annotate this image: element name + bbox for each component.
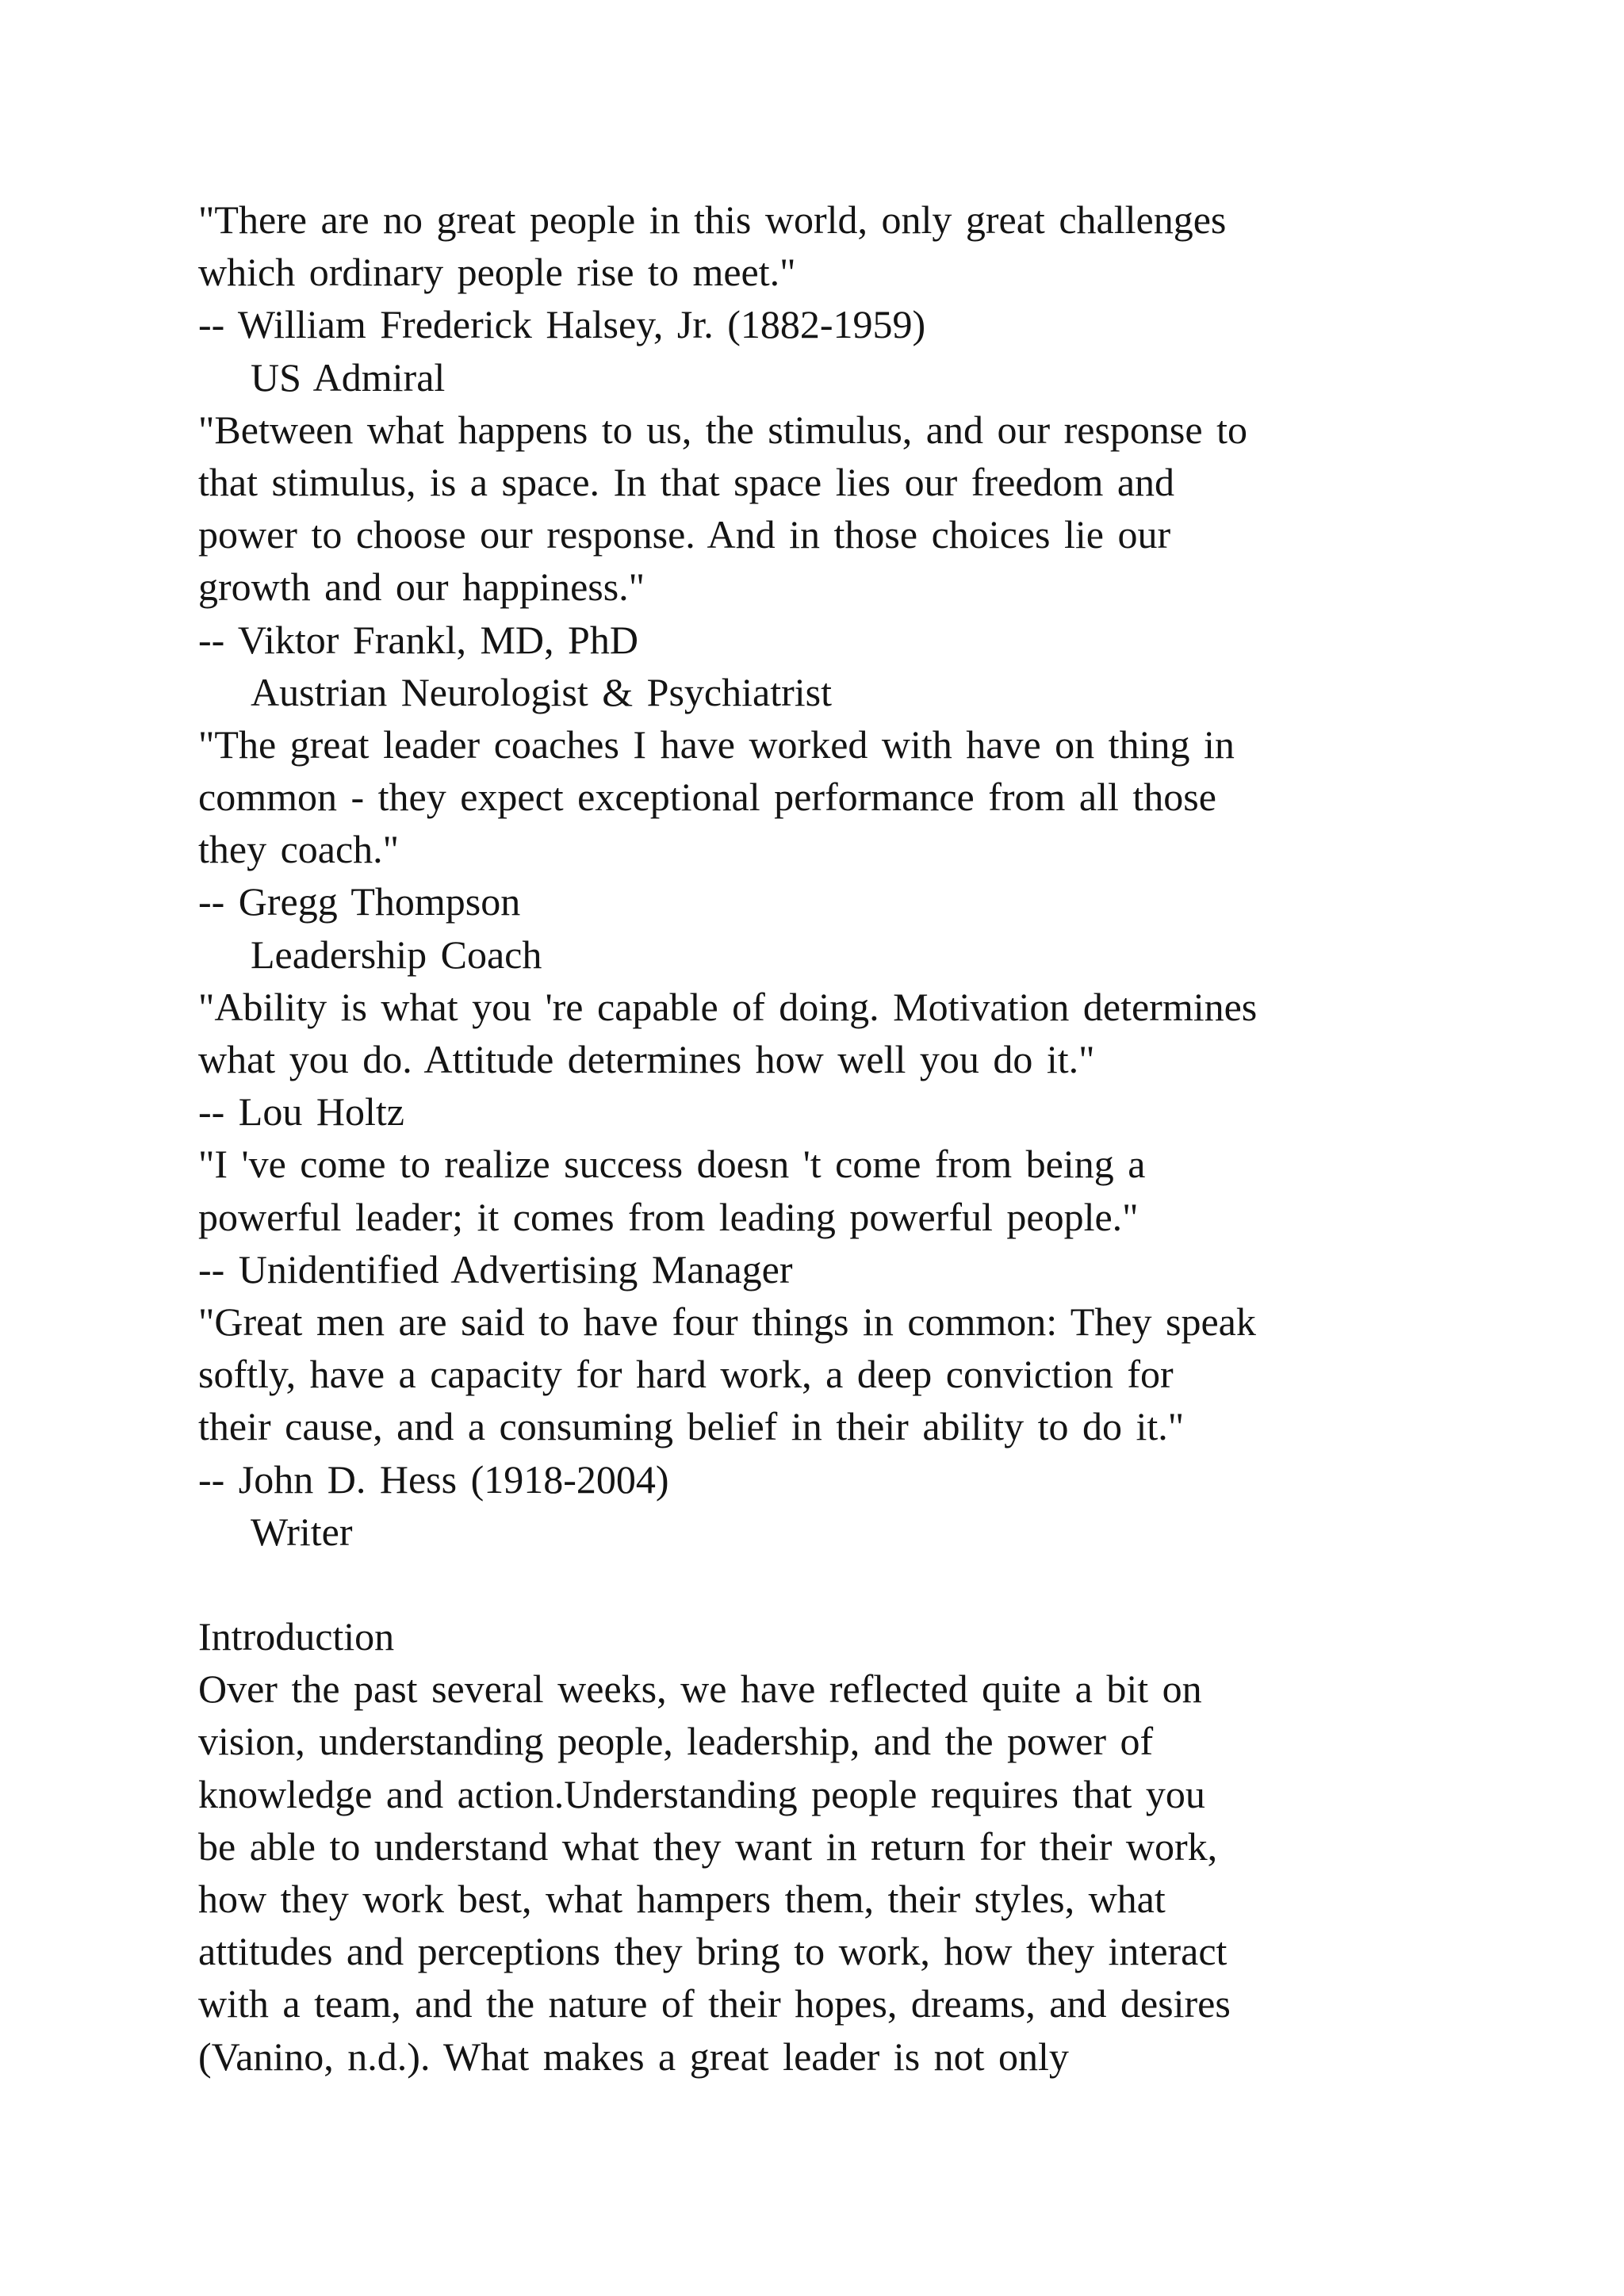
quote-line: "The great leader coaches I have worked with have on thing in — [198, 721, 1235, 767]
quote-attribution: -- William Frederick Halsey, Jr. (1882-1959) — [198, 302, 926, 347]
body-line: with a team, and the nature of their hopes, dreams, and desires — [198, 1981, 1231, 2026]
quote-line: growth and our happiness." — [198, 564, 645, 610]
quote-block — [198, 981, 1499, 1138]
quote-line: "There are no great people in this world, only great challenges — [198, 197, 1227, 242]
body-line: attitudes and perceptions they bring to work, how they interact — [198, 1929, 1228, 1974]
quote-line: which ordinary people rise to meet." — [198, 250, 796, 295]
quote-line: that stimulus, is a space. In that space lies our freedom and — [198, 459, 1175, 504]
quote-line: powerful leader; it comes from leading powerful people." — [198, 1194, 1139, 1239]
quote-line: "Ability is what you 're capable of doing. Motivation determines — [198, 984, 1258, 1029]
quote-line: common - they expect exceptional performance from all those — [198, 775, 1216, 820]
quote-line: what you do. Attitude determines how well you do it." — [198, 1037, 1095, 1081]
quote-line: they coach." — [198, 827, 400, 872]
body-line: vision, understanding people, leadership, and the power of — [198, 1719, 1154, 1764]
body-line: knowledge and action.Understanding people requires that you — [198, 1771, 1205, 1816]
quote-line: softly, have a capacity for hard work, a deep conviction for — [198, 1352, 1174, 1397]
introduction-section — [198, 1610, 1499, 2083]
quote-line: their cause, and a consuming belief in their ability to do it." — [198, 1404, 1185, 1449]
quote-attribution: -- Lou Holtz — [198, 1089, 404, 1135]
body-line: Over the past several weeks, we have reflected quite a bit on — [198, 1667, 1202, 1712]
document-page — [198, 193, 1499, 2083]
quote-line: power to choose our response. And in those choices lie our — [198, 512, 1171, 557]
quote-author-role: Austrian Neurologist & Psychiatrist — [251, 669, 832, 714]
quote-block — [198, 193, 1499, 404]
quote-author-role: US Admiral — [251, 354, 446, 400]
quote-line: "I 've come to realize success doesn 't come from being a — [198, 1142, 1146, 1187]
quote-author-role: Writer — [251, 1509, 353, 1554]
quote-line: "Great men are said to have four things in common: They speak — [198, 1299, 1256, 1344]
body-line: be able to understand what they want in return for their work, — [198, 1823, 1218, 1869]
quote-attribution: -- Gregg Thompson — [198, 879, 521, 924]
quote-block — [198, 1138, 1499, 1295]
quote-attribution: -- Viktor Frankl, MD, PhD — [198, 617, 638, 662]
body-line: (Vanino, n.d.). What makes a great leader is not only — [198, 2034, 1069, 2079]
quote-block — [198, 718, 1499, 981]
quote-block — [198, 404, 1499, 718]
section-heading: Introduction — [198, 1614, 395, 1659]
body-line: how they work best, what hampers them, their styles, what — [198, 1877, 1166, 1921]
quote-attribution: -- Unidentified Advertising Manager — [198, 1246, 793, 1292]
quote-author-role: Leadership Coach — [251, 932, 542, 977]
quote-attribution: -- John D. Hess (1918-2004) — [198, 1456, 669, 1502]
paragraph-spacer — [198, 1558, 1499, 1610]
quote-line: "Between what happens to us, the stimulus, and our response to — [198, 407, 1247, 452]
quote-block — [198, 1295, 1499, 1558]
